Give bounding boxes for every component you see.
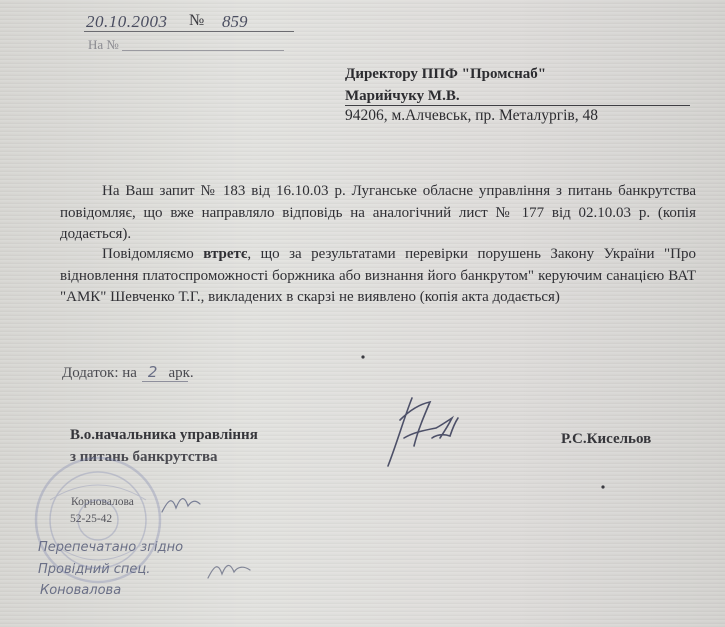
signatory-role-line-1: В.о.начальника управління <box>70 427 258 443</box>
signatory-role-line-2: з питань банкрутства <box>70 449 218 465</box>
executor-name: Корновалова <box>71 496 134 508</box>
paragraph-2-rest: , що за результатами перевірки порушень Закону України "Про відновлення платоспроможності боржника або визнання його банкрутом" керуючим санацією ВАТ "АМК" Шевченко Т.Г., викладених в скарзі не виявлено (копія акта додається) <box>60 246 696 305</box>
reply-to-label: На № <box>88 37 119 52</box>
handwritten-note-line-1: Перепечатано згідно <box>38 540 184 555</box>
director-signature-icon <box>388 398 458 466</box>
addressee-name: Марийчуку М.В. <box>345 88 460 104</box>
attachment-suffix: арк. <box>168 365 194 381</box>
signatory-name: Р.С.Кисельов <box>561 431 652 447</box>
ink-dot <box>361 355 364 358</box>
executor-phone: 52-25-42 <box>70 513 113 525</box>
official-seal-icon <box>36 458 160 582</box>
body-paragraph-1: На Ваш запит № 183 від 16.10.03 р. Луганське обласне управління з питань банкрутства повідомляє, що вже направляло відповідь на аналогічний лист № 177 від 02.10.03 р. (копія додається). <box>60 183 696 242</box>
addressee-address: 94206, м.Алчевськ, пр. Металургів, 48 <box>345 107 598 124</box>
outgoing-number: 859 <box>222 12 248 31</box>
ink-dot <box>601 485 604 488</box>
attachment-count: 2 <box>147 363 158 381</box>
addressee-position: Директору ППФ "Промснаб" <box>345 66 547 82</box>
paragraph-2-emphasis: втретє <box>203 246 248 262</box>
outgoing-number-label: № <box>189 12 205 29</box>
executor-initials-icon <box>162 499 200 512</box>
handwritten-note-line-2: Провідний спец. <box>38 562 151 577</box>
outgoing-date: 20.10.2003 <box>86 12 168 31</box>
note-initials-icon <box>208 565 250 578</box>
handwritten-note-line-3: Коновалова <box>40 583 122 598</box>
attachment-prefix: Додаток: на <box>62 365 137 381</box>
paragraph-2-lead: Повідомляємо <box>102 246 204 262</box>
